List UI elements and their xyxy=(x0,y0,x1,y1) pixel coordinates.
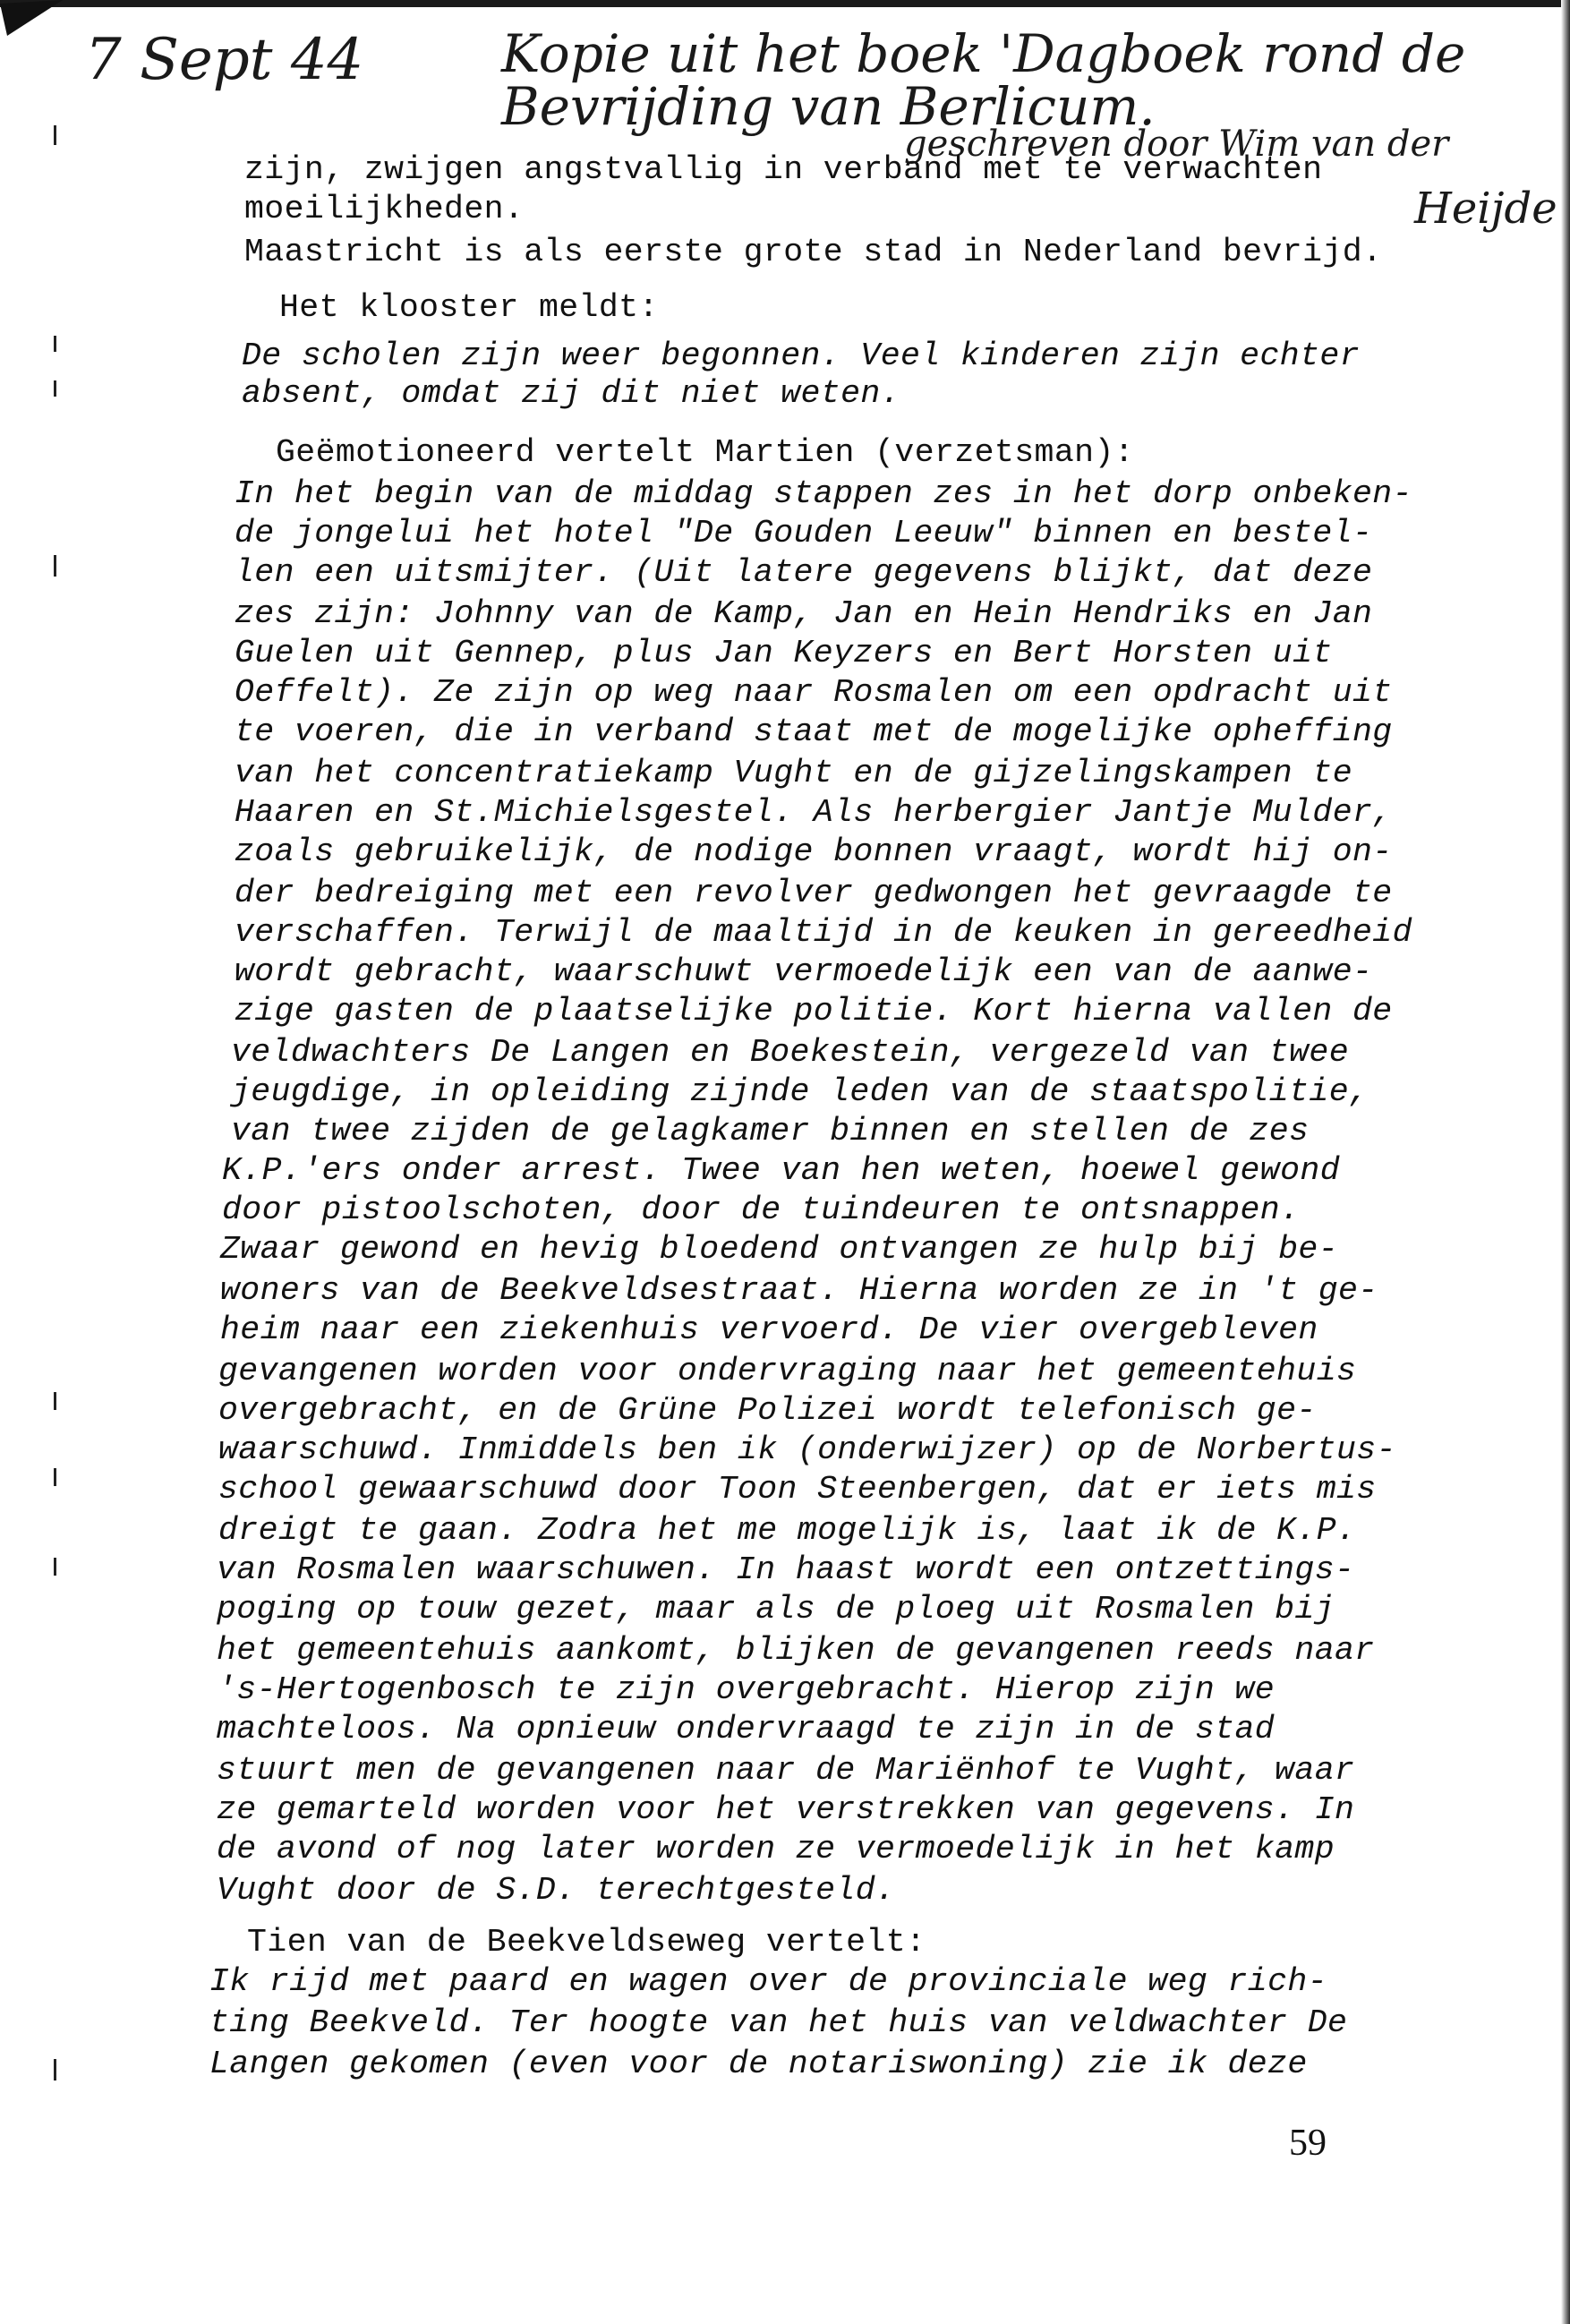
margin-tick xyxy=(54,555,56,577)
martien-line: school gewaarschuwd door Toon Steenbergen, dat er iets mis xyxy=(218,1471,1377,1508)
martien-line: te voeren, die in verband staat met de mogelijke opheffing xyxy=(235,713,1393,750)
martien-line: van Rosmalen waarschuwen. In haast wordt een ontzettings- xyxy=(217,1551,1355,1588)
martien-line: verschaffen. Terwijl de maaltijd in de keuken in gereedheid xyxy=(235,914,1412,951)
martien-line: Haaren en St.Michielsgestel. Als herbergier Jantje Mulder, xyxy=(235,794,1393,831)
martien-line: K.P.'ers onder arrest. Twee van hen weten, hoewel gewond xyxy=(222,1152,1340,1189)
martien-line: van het concentratiekamp Vught en de gijzelingskampen te xyxy=(235,755,1352,791)
martien-line: het gemeentehuis aankomt, blijken de gevangenen reeds naar xyxy=(217,1632,1375,1669)
martien-line: heim naar een ziekenhuis vervoerd. De vier overgebleven xyxy=(220,1312,1318,1348)
tien-line: ting Beekveld. Ter hoogte van het huis van veldwachter De xyxy=(209,2004,1348,2041)
martien-line: zige gasten de plaatselijke politie. Kort hierna vallen de xyxy=(235,993,1393,1030)
martien-line: waarschuwd. Inmiddels ben ik (onderwijzer) op de Norbertus- xyxy=(218,1431,1396,1468)
martien-line: In het begin van de middag stappen zes in het dorp onbeken- xyxy=(235,475,1412,512)
martien-line: poging op touw gezet, maar als de ploeg uit Rosmalen bij xyxy=(217,1591,1335,1628)
martien-line: jeugdige, in opleiding zijnde leden van de staatspolitie, xyxy=(231,1073,1369,1110)
martien-line: dreigt te gaan. Zodra het me mogelijk is, laat ik de K.P. xyxy=(218,1512,1357,1549)
martien-line: Guelen uit Gennep, plus Jan Keyzers en Bert Horsten uit xyxy=(235,635,1333,671)
handwritten-author-line-2: Heijde xyxy=(1414,184,1557,234)
martien-line: Zwaar gewond en hevig bloedend ontvangen ze hulp bij be- xyxy=(220,1231,1338,1268)
martien-line: zoals gebruikelijk, de nodige bonnen vraagt, wordt hij on- xyxy=(235,833,1393,870)
scan-edge-top xyxy=(0,0,1570,7)
martien-line: wordt gebracht, waarschuwt vermoedelijk een van de aanwe- xyxy=(235,953,1373,990)
handwritten-date: 7 Sept 44 xyxy=(85,27,364,93)
martien-line: zes zijn: Johnny van de Kamp, Jan en Hein Hendriks en Jan xyxy=(235,595,1373,632)
klooster-heading: Het klooster meldt: xyxy=(279,289,659,326)
margin-tick xyxy=(54,125,56,145)
martien-line: overgebracht, en de Grüne Polizei wordt telefonisch ge- xyxy=(218,1392,1317,1429)
martien-line: veldwachters De Langen en Boekestein, vergezeld van twee xyxy=(231,1034,1349,1071)
klooster-line: De scholen zijn weer begonnen. Veel kinderen zijn echter xyxy=(242,337,1360,374)
martien-line: door pistoolschoten, door de tuindeuren te ontsnappen. xyxy=(222,1192,1301,1228)
handwritten-author-line-1: geschreven door Wim van der xyxy=(904,124,1449,165)
handwritten-note-line-2: Bevrijding van Berlicum. xyxy=(501,76,1156,137)
page-number: 59 xyxy=(1289,2123,1327,2164)
margin-tick xyxy=(54,1392,56,1410)
martien-line: woners van de Beekveldsestraat. Hierna worden ze in 't ge- xyxy=(220,1272,1378,1309)
tien-line: Langen gekomen (even voor de notariswoning) zie ik deze xyxy=(209,2046,1308,2082)
martien-heading: Geëmotioneerd vertelt Martien (verzetsman): xyxy=(276,434,1135,471)
margin-tick xyxy=(54,380,56,397)
martien-line: gevangenen worden voor ondervraging naar het gemeentehuis xyxy=(218,1353,1357,1389)
handwritten-note-line-1: Kopie uit het boek 'Dagboek rond de xyxy=(501,23,1466,84)
martien-line: de jongelui het hotel "De Gouden Leeuw" binnen en bestel- xyxy=(235,515,1373,551)
intro-line: Maastricht is als eerste grote stad in Nederland bevrijd. xyxy=(244,234,1383,270)
margin-tick xyxy=(54,336,56,352)
martien-line: Vught door de S.D. terechtgesteld. xyxy=(217,1872,896,1909)
scan-edge-right xyxy=(1561,0,1570,2324)
margin-tick xyxy=(54,1468,56,1486)
martien-line: der bedreiging met een revolver gedwongen het gevraagde te xyxy=(235,875,1393,911)
margin-tick xyxy=(54,1558,56,1576)
martien-line: len een uitsmijter. (Uit latere gegevens blijkt, dat deze xyxy=(235,554,1373,591)
klooster-line: absent, omdat zij dit niet weten. xyxy=(242,375,901,412)
tien-heading: Tien van de Beekveldseweg vertelt: xyxy=(247,1924,926,1961)
martien-line: stuurt men de gevangenen naar de Mariënhof te Vught, waar xyxy=(217,1752,1355,1789)
tien-line: Ik rijd met paard en wagen over de provinciale weg rich- xyxy=(209,1963,1327,2000)
martien-line: Oeffelt). Ze zijn op weg naar Rosmalen om een opdracht uit xyxy=(235,674,1393,711)
intro-line: zijn, zwijgen angstvallig in verband met te verwachten xyxy=(244,151,1323,188)
martien-line: 's-Hertogenbosch te zijn overgebracht. Hierop zijn we xyxy=(217,1671,1276,1708)
martien-line: ze gemarteld worden voor het verstrekken van gegevens. In xyxy=(217,1791,1355,1828)
intro-line: moeilijkheden. xyxy=(244,191,525,227)
martien-line: de avond of nog later worden ze vermoedelijk in het kamp xyxy=(217,1831,1335,1867)
martien-line: machteloos. Na opnieuw ondervraagd te zijn in de stad xyxy=(217,1711,1276,1747)
martien-line: van twee zijden de gelagkamer binnen en stellen de zes xyxy=(231,1113,1310,1149)
margin-tick xyxy=(54,2059,56,2080)
